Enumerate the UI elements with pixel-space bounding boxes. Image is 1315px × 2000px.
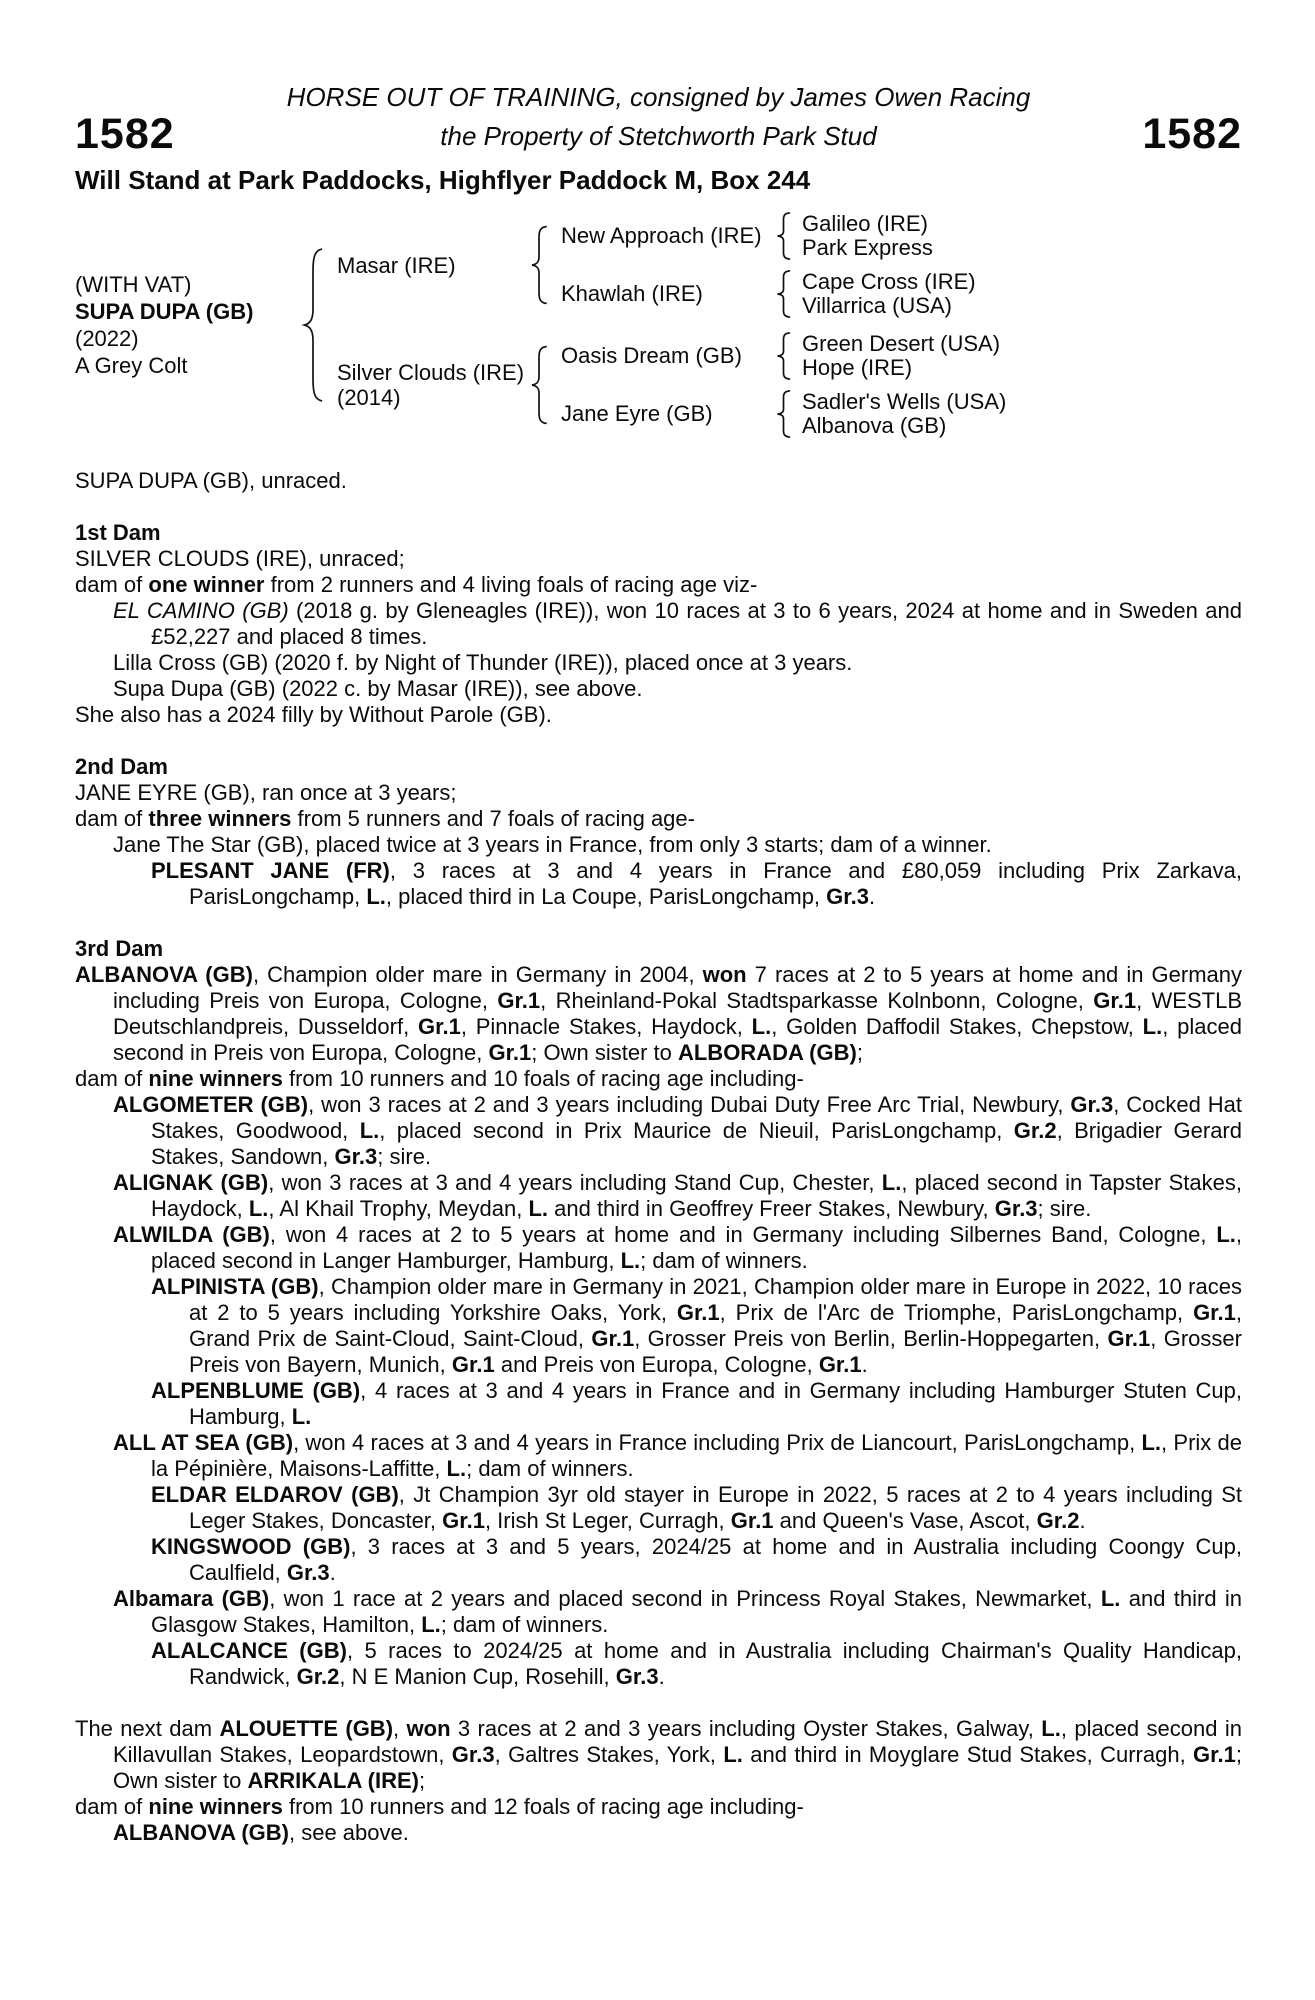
catalogue-paragraph: SILVER CLOUDS (IRE), unraced; — [75, 546, 405, 571]
dam-year: (2014) — [337, 385, 401, 410]
pedigree-brace-dam-sire — [775, 332, 792, 380]
catalogue-paragraph: ALALCANCE (GB), 5 races to 2024/25 at home and in Australia including Chairman's Quality Handicap, Randwick, Gr.2, N E Manion Cup, Rosehill, Gr.3. — [151, 1638, 1242, 1689]
pedigree-brace-sire-sire — [775, 212, 792, 260]
stand-location-line: Will Stand at Park Paddocks, Highflyer Paddock M, Box 244 — [75, 165, 811, 195]
catalogue-paragraph: Albamara (GB), won 1 race at 2 years and placed second in Princess Royal Stakes, Newmarket, L. and third in Glasgow Stakes, Hamilton, L.; dam of winners. — [113, 1586, 1243, 1637]
catalogue-paragraph: KINGSWOOD (GB), 3 races at 3 and 5 years, 2024/25 at home and in Australia including Coongy Cup, Caulfield, Gr.3. — [151, 1534, 1242, 1585]
catalogue-paragraph: ELDAR ELDAROV (GB), Jt Champion 3yr old stayer in Europe in 2022, 5 races at 2 to 4 years including St Leger Stakes, Doncaster, Gr.1, Irish St Leger, Curragh, Gr.1 and Queen's Vase, Ascot, Gr.2. — [151, 1482, 1243, 1533]
header-center — [240, 78, 1077, 156]
section-heading: 1st Dam — [75, 520, 161, 545]
pedigree-brace-sire — [529, 225, 549, 305]
ggp-name: Hope (IRE) — [802, 355, 913, 380]
pedigree-brace-gen1 — [301, 246, 325, 404]
ggp-name: Green Desert (USA) — [802, 331, 1001, 356]
catalogue-paragraph: EL CAMINO (GB) (2018 g. by Gleneagles (IRE)), won 10 races at 3 to 6 years, 2024 at home and in Sweden and £52,227 and placed 8 times. — [113, 598, 1242, 649]
catalogue-paragraph: ALBANOVA (GB), see above. — [113, 1820, 409, 1845]
catalogue-paragraph: PLESANT JANE (FR), 3 races at 3 and 4 years in France and £80,059 including Prix Zarkava, ParisLongchamp, L., placed third in La Coupe, ParisLongchamp, Gr.3. — [151, 858, 1242, 909]
catalogue-paragraph: ALIGNAK (GB), won 3 races at 3 and 4 years including Stand Cup, Chester, L., placed second in Tapster Stakes, Haydock, L., Al Khail Trophy, Meydan, L. and third in Geoffrey Freer Stakes, Newbury, Gr.3; sire. — [113, 1170, 1242, 1221]
ggp-name: Sadler's Wells (USA) — [802, 389, 1007, 414]
catalogue-paragraph: ALWILDA (GB), won 4 races at 2 to 5 years at home and in Germany including Silbernes Band, Cologne, L., placed second in Langer Hamburger, Hamburg, L.; dam of winners. — [113, 1222, 1243, 1273]
sire-dam-row — [561, 270, 976, 318]
catalogue-paragraph: dam of nine winners from 10 runners and 12 foals of racing age including- — [75, 1794, 804, 1819]
catalogue-paragraph: Supa Dupa (GB) (2022 c. by Masar (IRE)), see above. — [113, 676, 643, 701]
catalogue-paragraph: She also has a 2024 filly by Without Parole (GB). — [75, 702, 552, 727]
sire-dam-name: Khawlah (IRE) — [561, 281, 703, 306]
catalogue-paragraph: ALGOMETER (GB), won 3 races at 2 and 3 years including Dubai Duty Free Arc Trial, Newbury, Gr.3, Cocked Hat Stakes, Goodwood, L., placed second in Prix Maurice de Nieuil, ParisLongchamp, Gr.2, Brigadier Gerard Stakes, Sandown, Gr.3; sire. — [113, 1092, 1242, 1169]
catalogue-paragraph: ALPENBLUME (GB), 4 races at 3 and 4 years in France and in Germany including Hamburger Stuten Cup, Hamburg, L. — [151, 1378, 1242, 1429]
catalogue-paragraph: dam of three winners from 5 runners and 7 foals of racing age- — [75, 806, 695, 831]
pedigree-tree — [75, 212, 1242, 438]
catalogue-paragraph: JANE EYRE (GB), ran once at 3 years; — [75, 780, 457, 805]
pedigree-brace-dam-dam — [775, 390, 792, 438]
dam-name: Silver Clouds (IRE) (2014) — [337, 360, 525, 410]
pedigree-brace-sire-dam — [775, 270, 792, 318]
property-line: the Property of Stetchworth Park Stud — [440, 121, 877, 151]
vat-note: (WITH VAT) — [75, 272, 192, 297]
sire-sire-row — [561, 212, 976, 260]
section-heading: 3rd Dam — [75, 936, 164, 961]
pedigree-brace-dam — [529, 345, 549, 425]
lot-number-left: 1582 — [75, 110, 175, 158]
ggp-name: Villarrica (USA) — [802, 293, 952, 318]
sire-name: Masar (IRE) — [337, 252, 456, 278]
dam-sire-name: Oasis Dream (GB) — [561, 343, 742, 368]
catalogue-paragraph: ALPINISTA (GB), Champion older mare in Germany in 2021, Champion older mare in Europe in 2022, 10 races at 2 to 5 years including Yorkshire Oaks, York, Gr.1, Prix de l'Arc de Triomphe, ParisLongchamp, Gr.1, Grand Prix de Saint-Cloud, Saint-Cloud, Gr.1, Grosser Preis von Berlin, Berlin-Hoppegarten, Gr.1, Grosser Preis von Bayern, Munich, Gr.1 and Preis von Europa, Cologne, Gr.1. — [151, 1274, 1242, 1377]
catalogue-paragraph: SUPA DUPA (GB), unraced. — [75, 468, 347, 493]
ggp-name: Galileo (IRE) — [802, 211, 928, 236]
ggp-name: Park Express — [802, 235, 933, 260]
ggp-name: Albanova (GB) — [802, 413, 947, 438]
subject-year: (2022) — [75, 326, 139, 351]
subject-name: SUPA DUPA (GB) — [75, 299, 254, 324]
dam-sire-row — [561, 332, 1006, 380]
catalogue-paragraph: dam of one winner from 2 runners and 4 living foals of racing age viz- — [75, 572, 758, 597]
dam-branch — [337, 332, 1006, 438]
catalogue-paragraph: Lilla Cross (GB) (2020 f. by Night of Thunder (IRE)), placed once at 3 years. — [113, 650, 853, 675]
lot-number-right: 1582 — [1142, 110, 1242, 158]
catalogue-paragraph: The next dam ALOUETTE (GB), won 3 races at 2 and 3 years including Oyster Stakes, Galway, L., placed second in Killavullan Stakes, Leopardstown, Gr.3, Galtres Stakes, York, L. and third in Moyglare Stud Stakes, Curragh, Gr.1; Own sister to ARRIKALA (IRE); — [75, 1716, 1242, 1793]
catalogue-paragraph: ALL AT SEA (GB), won 4 races at 3 and 4 years in France including Prix de Liancourt, ParisLongchamp, L., Prix de la Pépinière, Maisons-Laffitte, L.; dam of winners. — [113, 1430, 1242, 1481]
page-header — [75, 78, 1242, 156]
pedigree-subject — [75, 271, 297, 379]
subject-description: A Grey Colt — [75, 353, 188, 378]
sire-branch — [337, 212, 1006, 318]
dam-dam-name: Jane Eyre (GB) — [561, 401, 713, 426]
dam-dam-row — [561, 390, 1006, 438]
catalogue-paragraph: dam of nine winners from 10 runners and 10 foals of racing age including- — [75, 1066, 804, 1091]
ggp-name: Cape Cross (IRE) — [802, 269, 976, 294]
catalogue-paragraph: ALBANOVA (GB), Champion older mare in Germany in 2004, won 7 races at 2 to 5 years at home and in Germany including Preis von Europa, Cologne, Gr.1, Rheinland-Pokal Stadtsparkasse Kolnbonn, Cologne, Gr.1, WESTLB Deutschlandpreis, Dusseldorf, Gr.1, Pinnacle Stakes, Haydock, L., Golden Daffodil Stakes, Chepstow, L., placed second in Preis von Europa, Cologne, Gr.1; Own sister to ALBORADA (GB); — [75, 962, 1243, 1065]
catalogue-text — [75, 468, 1242, 1846]
section-heading: 2nd Dam — [75, 754, 168, 779]
consignment-line: HORSE OUT OF TRAINING, consigned by James Owen Racing — [286, 82, 1031, 112]
catalogue-paragraph: Jane The Star (GB), placed twice at 3 years in France, from only 3 starts; dam of a winner. — [113, 832, 992, 857]
sire-sire-name: New Approach (IRE) — [561, 223, 762, 248]
pedigree-branches — [337, 212, 1006, 438]
